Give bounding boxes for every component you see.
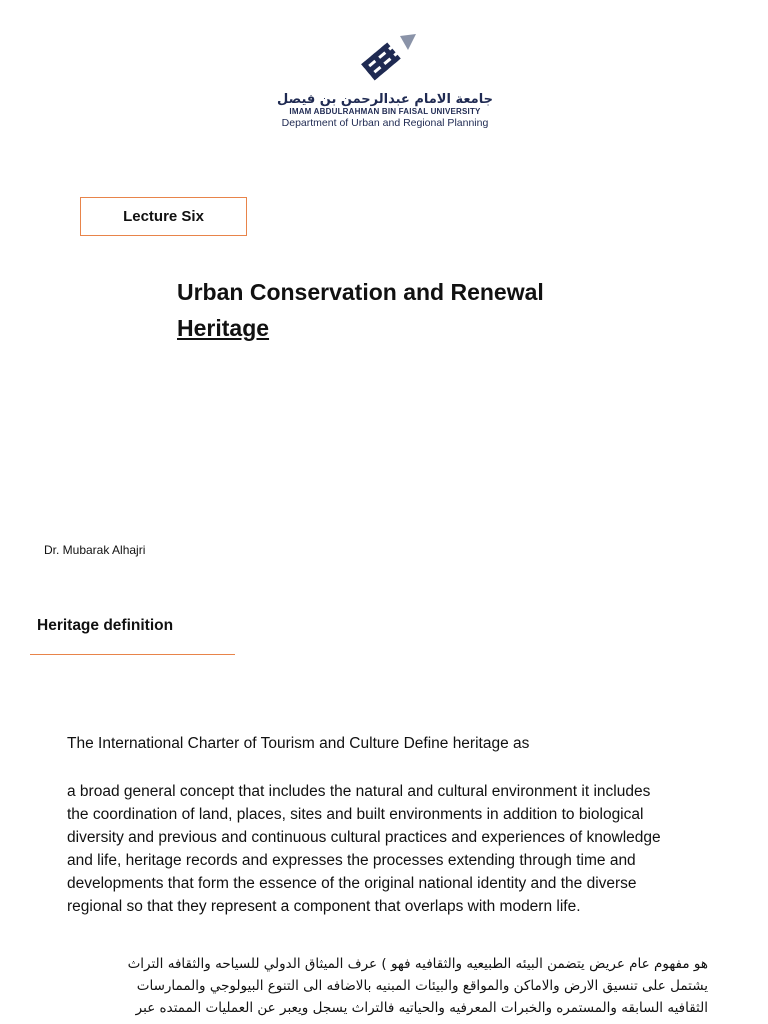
definition-line: diversity and previous and continuous cultural practices and experiences of knowledge (67, 829, 661, 846)
arabic-line: هو مفهوم عام عريض يتضمن البيئه الطبيعيه والثقافيه فهو ) عرف الميثاق الدولي للسياحه والثقافه التراث (127, 956, 708, 972)
title-main: Urban Conservation and Renewal (177, 279, 544, 305)
arabic-paragraph (60, 953, 708, 1019)
definition-paragraph (67, 780, 747, 918)
page-title (177, 274, 544, 346)
definition-line: a broad general concept that includes the natural and cultural environment it includes (67, 783, 651, 800)
university-arabic-name: جامعة الامام عبدالرحمن بن فيصل (277, 92, 493, 107)
university-header (240, 30, 530, 129)
arabic-line: الثقافيه السابقه والمستمره والخبرات المعرفيه والحياتيه فالتراث يسجل ويعبر عن العمليات الممتده عبر (135, 1000, 708, 1016)
definition-line: regional so that they represent a component that overlaps with modern life. (67, 898, 581, 915)
definition-line: and life, heritage records and expresses the processes extending through time and (67, 852, 636, 869)
section-heading: Heritage definition (37, 617, 174, 634)
university-english-name: IMAM ABDULRAHMAN BIN FAISAL UNIVERSITY (289, 107, 481, 116)
definition-line: the coordination of land, places, sites and built environments in addition to biological (67, 806, 644, 823)
lecture-label: Lecture Six (123, 208, 204, 225)
arabic-line: يشتمل على تنسيق الارض والاماكن والمواقع والبيئات المبنيه بالاضافه الى التنوع البيولوجي والممارسات (136, 978, 708, 994)
intro-paragraph: The International Charter of Tourism and Culture Define heritage as (67, 735, 530, 752)
definition-line: developments that form the essence of the original national identity and the diverse (67, 875, 637, 892)
lecture-label-box (80, 197, 247, 236)
department-name: Department of Urban and Regional Planning (281, 117, 489, 129)
university-logo-icon (350, 30, 420, 90)
title-sub: Heritage (177, 315, 270, 341)
author-name: Dr. Mubarak Alhajri (44, 543, 146, 557)
section-divider (30, 654, 235, 655)
